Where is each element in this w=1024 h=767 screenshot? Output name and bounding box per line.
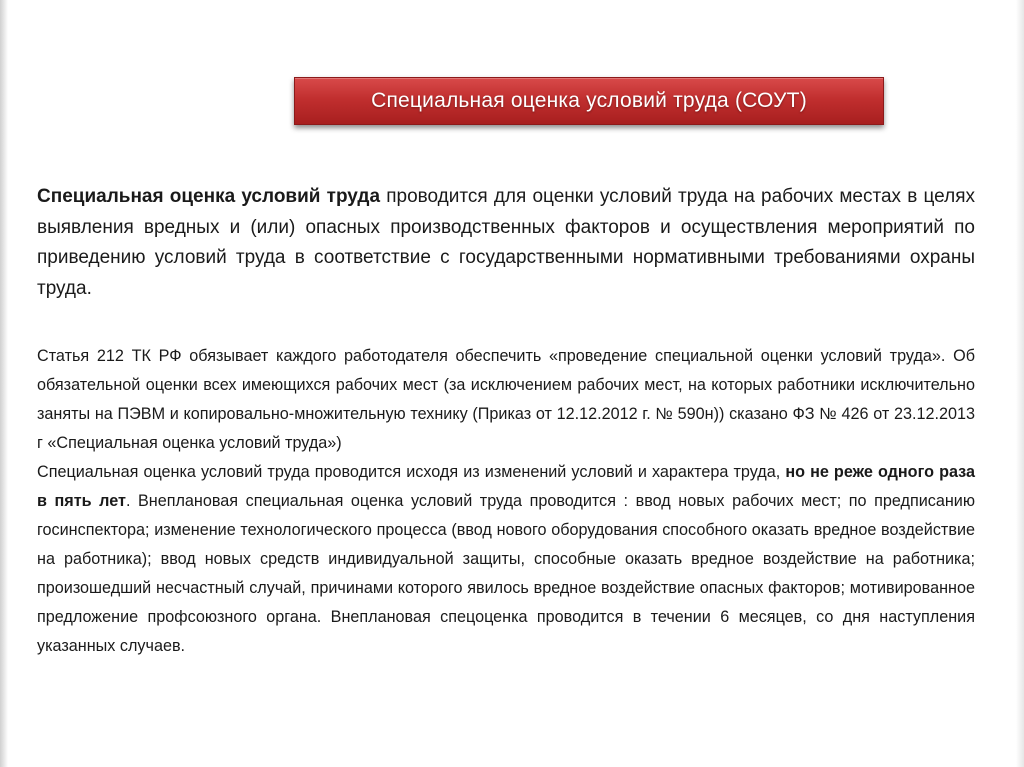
frequency-text-before: Специальная оценка условий труда проводится исходя из изменений условий и характера труда,: [37, 463, 786, 481]
intro-term: Специальная оценка условий труда: [37, 186, 381, 207]
slide-left-edge: [0, 0, 8, 767]
frequency-emphasis: но не реже одного раза в пять лет: [37, 463, 976, 510]
intro-paragraph: [37, 182, 975, 304]
article-paragraph: Статья 212 ТК РФ обязывает каждого работодателя обеспечить «проведение специальной оценки условий труда». Об обязательной оценки всех имеющихся рабочих мест (за исключением рабочих мест, на которых работники исключительно заняты на ПЭВМ и копировально-множительную технику (Приказ от 12.12.2012 г. № 590н)) сказано ФЗ № 426 от 23.12.2013 г «Специальная оценка условий труда»): [37, 347, 975, 452]
intro-definition: проводится для оценки условий труда на рабочих местах в целях выявления вредных и (или) опасных производственных факторов и осуществления мероприятий по приведению условий труда в соответствие с государственными нормативными требованиями охраны труда.: [37, 186, 975, 299]
details-block: [37, 342, 975, 661]
slide-right-edge: [1016, 0, 1024, 767]
title-banner: [294, 77, 884, 125]
frequency-text-after: . Внеплановая специальная оценка условий труда проводится : ввод новых рабочих мест; по предписанию госинспектора; изменение технологического процесса (ввод нового оборудования способного оказать вредное воздействие на работника); ввод новых средств индивидуальной защиты, способные оказать вредное воздействие на работника; произошедший несчастный случай, причинами которого явилось вредное воздействие опасных факторов; мотивированное предложение профсоюзного органа. Внеплановая спецоценка проводится в течении 6 месяцев, со дня наступления указанных случаев.: [37, 492, 975, 655]
slide-title: Специальная оценка условий труда (СОУТ): [371, 89, 807, 112]
frequency-paragraph: [37, 458, 975, 661]
